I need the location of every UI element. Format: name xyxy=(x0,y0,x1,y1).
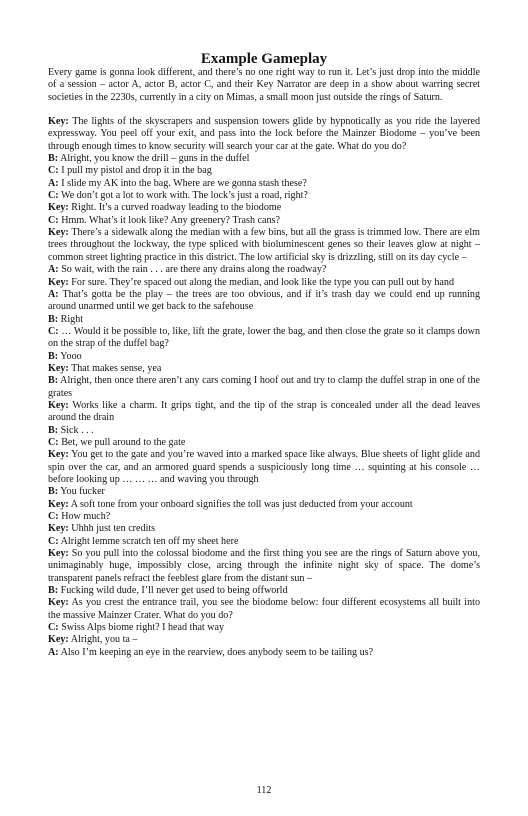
speaker-label: Key: xyxy=(48,449,69,461)
dialogue-list xyxy=(48,116,480,659)
dialogue-text: As you crest the entrance trail, you see the biodome below: four different ecosystems all built into the massive Mainzer Crater. What do you do? xyxy=(48,597,481,621)
dialogue-text: … Would it be possible to, like, lift the grate, lower the bag, and then close the grate so it clamps down on the strap of the duffel bag? xyxy=(48,325,480,350)
dialogue-text: Alright lemme scratch ten off my sheet here xyxy=(60,535,239,547)
dialogue-text: Right. It’s a curved roadway leading to the biodome xyxy=(71,202,282,214)
dialogue-text: Alright, you know the drill – guns in the duffel xyxy=(60,153,250,165)
dialogue-text: That makes sense, yea xyxy=(71,362,162,374)
speaker-label: Key: xyxy=(48,227,69,239)
dialogue-text: Yooo xyxy=(60,350,82,362)
speaker-label: C: xyxy=(48,436,59,448)
dialogue-text: Right xyxy=(60,313,84,325)
dialogue-text: You get to the gate and you’re waved into a marked space like always. Blue sheets of light glide and spin over the car, and an armored guard spends a suspiciously long time … squinting at his console … before looking up … … … and waving you through xyxy=(48,449,481,485)
dialogue-text: I slide my AK into the bag. Where are we gonna stash these? xyxy=(61,177,307,189)
speaker-label: A: xyxy=(48,646,59,658)
speaker-label: Key: xyxy=(48,116,69,128)
dialogue-text: The lights of the skyscrapers and suspension towers glide by hypnotically as you ride the layered expressway. You peel off your exit, and pass into the lock before the Mainzer Biodome – you’ve been through enough times to know security will search your car at the gate. What do you do? xyxy=(48,116,481,152)
dialogue-text: Swiss Alps biome right? I head that way xyxy=(61,622,225,634)
dialogue-line xyxy=(48,523,480,535)
dialogue-line xyxy=(48,277,480,289)
dialogue-line xyxy=(48,202,480,214)
dialogue-line xyxy=(48,351,480,363)
speaker-label: A: xyxy=(48,177,59,189)
dialogue-line xyxy=(48,326,480,351)
speaker-label: B: xyxy=(48,350,59,362)
dialogue-line xyxy=(48,264,480,276)
dialogue-line xyxy=(48,153,480,165)
dialogue-line xyxy=(48,314,480,326)
dialogue-line xyxy=(48,536,480,548)
dialogue-text: So wait, with the rain . . . are there any drains along the roadway? xyxy=(61,264,327,276)
dialogue-line xyxy=(48,227,480,264)
dialogue-line xyxy=(48,400,480,425)
dialogue-line xyxy=(48,190,480,202)
dialogue-line xyxy=(48,178,480,190)
speaker-label: B: xyxy=(48,153,59,165)
dialogue-line xyxy=(48,585,480,597)
speaker-label: B: xyxy=(48,375,59,387)
dialogue-text: There’s a sidewalk along the median with a few bins, but all the grass is trimmed low. There are elm trees throughout the lockway, the type spliced with bioluminescent genes so their leaves glow at night – common street lighting practice in this district. The low artificial sky is drizzling, still on its day cycle – xyxy=(48,227,481,263)
dialogue-line xyxy=(48,597,480,622)
dialogue-line xyxy=(48,375,480,400)
speaker-label: Key: xyxy=(48,399,69,411)
speaker-label: A: xyxy=(48,288,59,300)
speaker-label: C: xyxy=(48,622,59,634)
dialogue-text: Works like a charm. It grips tight, and the tip of the strap is concealed under all the dead leaves around the drain xyxy=(48,399,481,424)
dialogue-line xyxy=(48,116,480,153)
dialogue-line xyxy=(48,165,480,177)
dialogue-line xyxy=(48,486,480,498)
intro-paragraph: Every game is gonna look different, and there’s no one right way to run it. Let’s just drop into the middle of a session – actor A, actor B, actor C, and their Key Narrator are deep in a show about warring secret societies in the 2230s, currently in a city on Mimas, a small moon just outside the rings of Saturn. xyxy=(48,67,480,103)
speaker-label: B: xyxy=(48,424,59,436)
speaker-label: C: xyxy=(48,190,59,202)
speaker-label: B: xyxy=(48,486,59,498)
dialogue-line xyxy=(48,215,480,227)
speaker-label: B: xyxy=(48,313,59,325)
dialogue-text: Alright, then once there aren’t any cars coming I hoof out and try to clamp the duffel strap in one of the grates xyxy=(48,375,480,399)
speaker-label: Key: xyxy=(48,202,69,214)
speaker-label: C: xyxy=(48,165,59,177)
dialogue-line xyxy=(48,425,480,437)
transcript-body xyxy=(48,67,480,659)
dialogue-line xyxy=(48,449,480,486)
dialogue-text: Fucking wild dude, I’ll never get used to being offworld xyxy=(60,585,288,597)
dialogue-text: We don’t got a lot to work with. The lock’s just a road, right? xyxy=(61,190,308,202)
dialogue-text: For sure. They’re spaced out along the median, and look like the type you can pull out by hand xyxy=(71,276,455,288)
speaker-label: Key: xyxy=(48,634,69,646)
dialogue-text: Hmm. What’s it look like? Any greenery? Trash cans? xyxy=(61,214,280,226)
dialogue-text: So you pull into the colossal biodome and the first thing you see are the rings of Saturn above you, unimaginably huge, impossibly close, arcing through the infinite night sky of space. The dome’s transparent panels refract the feeblest glare from the distant sun – xyxy=(48,548,480,584)
dialogue-text: I pull my pistol and drop it in the bag xyxy=(61,165,212,177)
speaker-label: C: xyxy=(48,511,59,523)
speaker-label: Key: xyxy=(48,597,69,609)
dialogue-line xyxy=(48,511,480,523)
speaker-label: Key: xyxy=(48,523,69,535)
dialogue-line xyxy=(48,289,480,314)
dialogue-line xyxy=(48,634,480,646)
speaker-label: A: xyxy=(48,264,59,276)
dialogue-text: Also I’m keeping an eye in the rearview, does anybody seem to be tailing us? xyxy=(60,646,374,658)
dialogue-text: Bet, we pull around to the gate xyxy=(61,436,186,448)
dialogue-text: How much? xyxy=(61,511,111,523)
dialogue-line xyxy=(48,363,480,375)
dialogue-text: You fucker xyxy=(60,486,105,498)
dialogue-line xyxy=(48,622,480,634)
dialogue-text: That’s gotta be the play – the trees are too obvious, and if it’s trash day we could end up running around unarmed until we get back to the safehouse xyxy=(48,288,480,313)
dialogue-text: Uhhh just ten credits xyxy=(71,523,156,535)
speaker-label: Key: xyxy=(48,276,69,288)
speaker-label: B: xyxy=(48,585,59,597)
speaker-label: Key: xyxy=(48,498,69,510)
speaker-label: C: xyxy=(48,214,59,226)
dialogue-text: Alright, you ta – xyxy=(70,634,138,646)
dialogue-line xyxy=(48,499,480,511)
dialogue-text: A soft tone from your onboard signifies the toll was just deducted from your account xyxy=(70,498,413,510)
dialogue-line xyxy=(48,548,480,585)
dialogue-line xyxy=(48,647,480,659)
speaker-label: C: xyxy=(48,325,59,337)
dialogue-text: Sick . . . xyxy=(60,424,94,436)
page-number: 112 xyxy=(256,785,272,796)
speaker-label: C: xyxy=(48,535,59,547)
section-title: Example Gameplay xyxy=(200,51,328,67)
speaker-label: Key: xyxy=(48,362,69,374)
speaker-label: Key: xyxy=(48,548,69,560)
dialogue-line xyxy=(48,437,480,449)
